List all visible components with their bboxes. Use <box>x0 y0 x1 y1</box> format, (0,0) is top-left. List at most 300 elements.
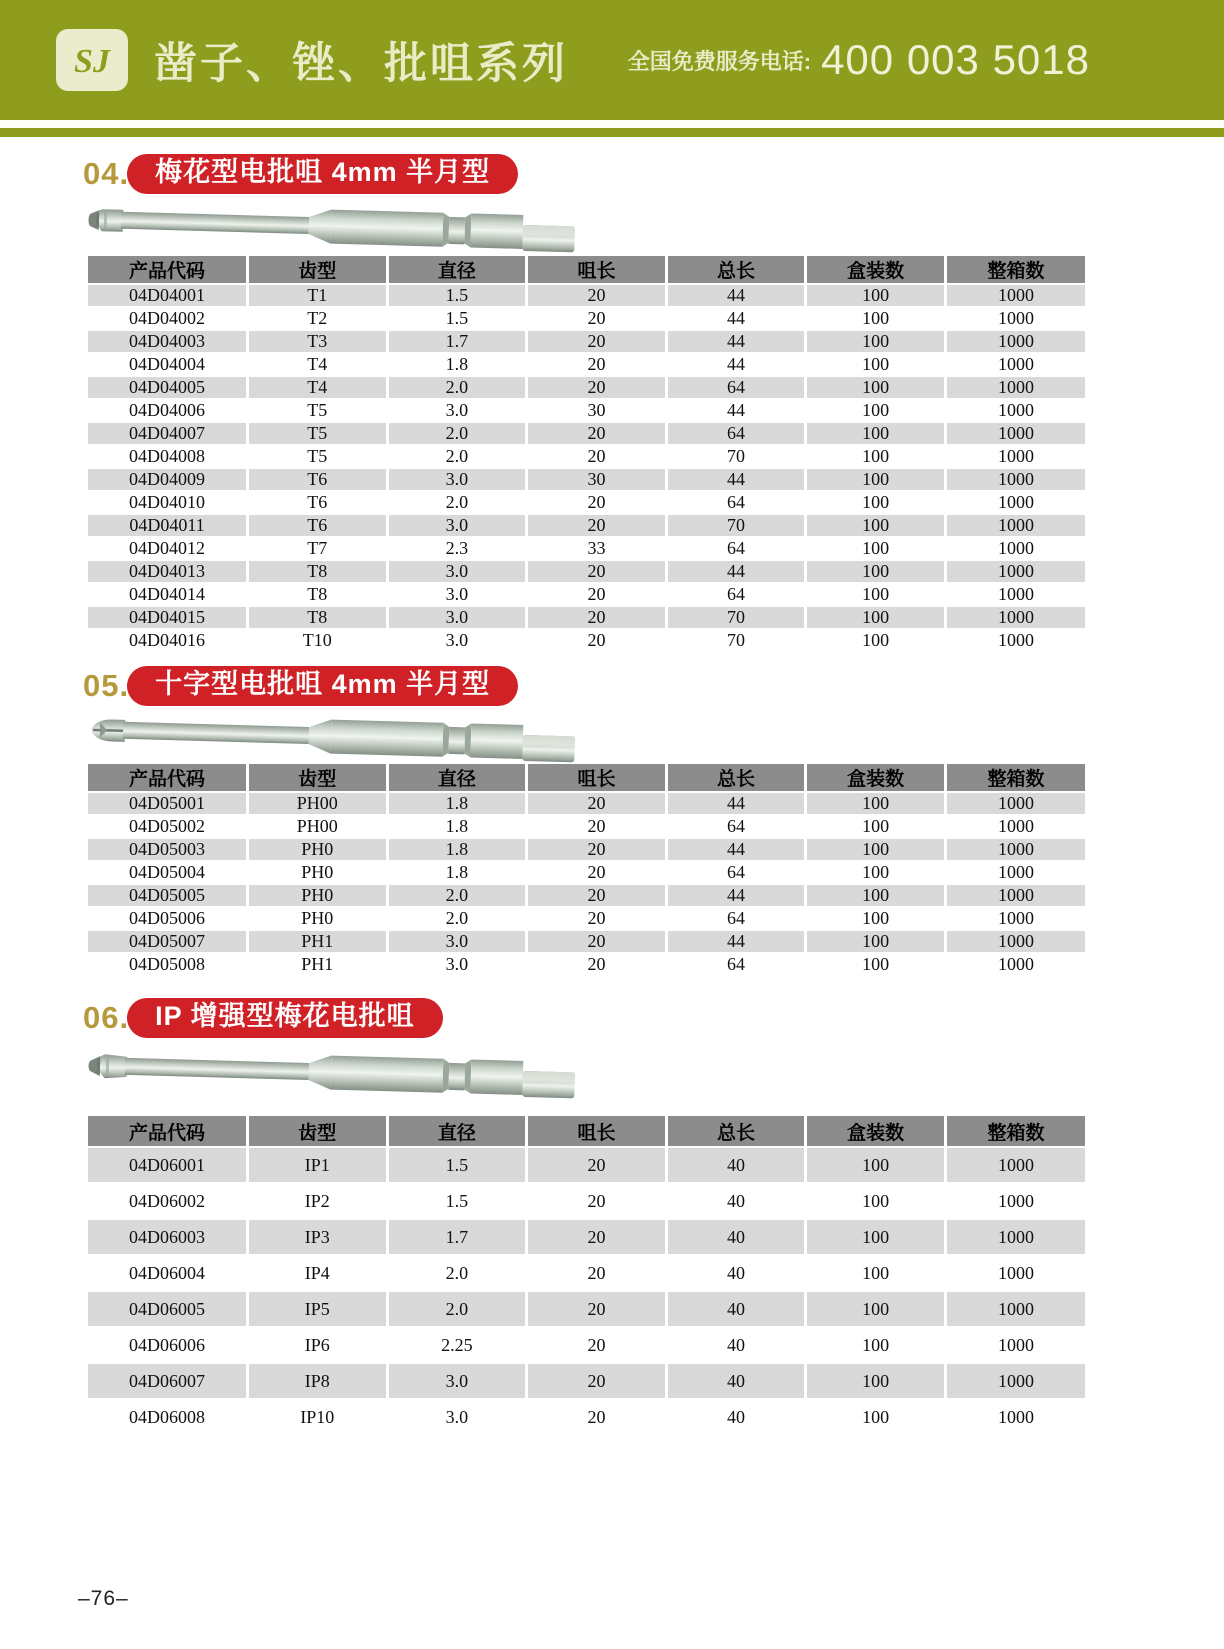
table-cell: 1000 <box>945 792 1085 815</box>
table-cell: 100 <box>806 1363 946 1399</box>
table-cell: 3.0 <box>387 468 527 491</box>
table-cell: 20 <box>527 815 667 838</box>
table-cell: 20 <box>527 792 667 815</box>
table-cell: 100 <box>806 284 946 307</box>
table-cell: 04D06002 <box>88 1183 248 1219</box>
table-cell: 3.0 <box>387 583 527 606</box>
section-06-title <box>83 999 1224 1036</box>
column-header: 整箱数 <box>945 764 1085 792</box>
table-row <box>88 953 1085 976</box>
table-cell: 64 <box>666 953 806 976</box>
table-cell: 2.0 <box>387 884 527 907</box>
table-cell: 30 <box>527 468 667 491</box>
page-header <box>0 0 1224 120</box>
table-cell: 100 <box>806 838 946 861</box>
table-row <box>88 606 1085 629</box>
table-cell: 04D06007 <box>88 1363 248 1399</box>
divider <box>0 120 1224 128</box>
table-cell: 1000 <box>945 491 1085 514</box>
table-cell: 100 <box>806 560 946 583</box>
table-cell: 64 <box>666 861 806 884</box>
column-header: 齿型 <box>248 256 388 284</box>
table-cell: 1000 <box>945 930 1085 953</box>
table-cell: 1000 <box>945 1255 1085 1291</box>
page-number: –76– <box>78 1587 129 1610</box>
product-photo-torx-bit <box>85 184 580 254</box>
table-cell: PH00 <box>248 815 388 838</box>
table-cell: 64 <box>666 376 806 399</box>
table-row <box>88 1255 1085 1291</box>
table-cell: 04D06006 <box>88 1327 248 1363</box>
table-cell: 44 <box>666 353 806 376</box>
table-cell: 1000 <box>945 537 1085 560</box>
table-row <box>88 330 1085 353</box>
table-cell: T4 <box>248 353 388 376</box>
table-cell: 04D04003 <box>88 330 248 353</box>
table-cell: 04D04014 <box>88 583 248 606</box>
table-cell: T2 <box>248 307 388 330</box>
table-cell: 3.0 <box>387 930 527 953</box>
table-cell: 1.8 <box>387 838 527 861</box>
table-cell: 1.8 <box>387 861 527 884</box>
table-cell: 100 <box>806 491 946 514</box>
table-cell: 1000 <box>945 1291 1085 1327</box>
table-cell: 1000 <box>945 307 1085 330</box>
table-cell: 3.0 <box>387 606 527 629</box>
table-cell: 100 <box>806 353 946 376</box>
table-cell: PH0 <box>248 861 388 884</box>
table-cell: 2.0 <box>387 907 527 930</box>
table-cell: 64 <box>666 815 806 838</box>
table-cell: 04D04012 <box>88 537 248 560</box>
table-cell: 100 <box>806 1147 946 1183</box>
table-row <box>88 1363 1085 1399</box>
table-row <box>88 468 1085 491</box>
table-row <box>88 815 1085 838</box>
table-cell: 20 <box>527 583 667 606</box>
brand-logo-icon <box>54 27 130 93</box>
section-badge: 梅花型电批咀 4mm 半月型 <box>127 154 518 194</box>
table-cell: T3 <box>248 330 388 353</box>
table-cell: 40 <box>666 1219 806 1255</box>
table-cell: 1.7 <box>387 1219 527 1255</box>
column-header: 总长 <box>666 1116 806 1147</box>
section-number: 06. <box>83 999 130 1035</box>
table-cell: 04D04004 <box>88 353 248 376</box>
table-cell: 100 <box>806 815 946 838</box>
spec-table-phillips <box>88 764 1085 977</box>
table-cell: 1000 <box>945 815 1085 838</box>
table-cell: 40 <box>666 1399 806 1435</box>
table-cell: 2.0 <box>387 491 527 514</box>
spec-table-torx-plus <box>88 1116 1085 1436</box>
table-cell: 44 <box>666 284 806 307</box>
table-cell: T4 <box>248 376 388 399</box>
table-cell: 100 <box>806 1183 946 1219</box>
table-cell: 20 <box>527 330 667 353</box>
table-cell: IP8 <box>248 1363 388 1399</box>
table-cell: 3.0 <box>387 1399 527 1435</box>
table-cell: 2.0 <box>387 422 527 445</box>
column-header: 盒装数 <box>806 764 946 792</box>
table-cell: IP6 <box>248 1327 388 1363</box>
table-cell: 64 <box>666 537 806 560</box>
table-cell: 04D04015 <box>88 606 248 629</box>
table-cell: 100 <box>806 907 946 930</box>
column-header: 直径 <box>387 256 527 284</box>
table-cell: 20 <box>527 284 667 307</box>
table-cell: 20 <box>527 1291 667 1327</box>
table-cell: PH0 <box>248 884 388 907</box>
table-cell: 100 <box>806 445 946 468</box>
section-number: 05. <box>83 667 130 703</box>
product-photo-torx-plus-bit <box>85 1030 580 1100</box>
table-cell: 1.5 <box>387 1147 527 1183</box>
table-cell: 100 <box>806 468 946 491</box>
column-header: 盒装数 <box>806 256 946 284</box>
table-cell: 20 <box>527 1183 667 1219</box>
table-cell: 04D04007 <box>88 422 248 445</box>
table-cell: 04D06005 <box>88 1291 248 1327</box>
accent-stripe <box>0 128 1224 137</box>
table-row <box>88 445 1085 468</box>
table-cell: 100 <box>806 1291 946 1327</box>
table-cell: 04D05003 <box>88 838 248 861</box>
table-cell: 20 <box>527 307 667 330</box>
table-cell: 1.8 <box>387 815 527 838</box>
table-cell: 100 <box>806 1327 946 1363</box>
table-row <box>88 884 1085 907</box>
table-cell: 20 <box>527 560 667 583</box>
table-cell: 64 <box>666 907 806 930</box>
table-cell: T10 <box>248 629 388 652</box>
table-cell: T6 <box>248 514 388 537</box>
table-cell: 1000 <box>945 399 1085 422</box>
service-phone-label: 全国免费服务电话: <box>627 48 812 74</box>
table-cell: 1000 <box>945 560 1085 583</box>
table-cell: 20 <box>527 1147 667 1183</box>
table-cell: 04D05002 <box>88 815 248 838</box>
table-row <box>88 376 1085 399</box>
table-cell: 1000 <box>945 376 1085 399</box>
table-cell: 1.8 <box>387 792 527 815</box>
section-number: 04. <box>83 155 130 191</box>
table-cell: 1000 <box>945 629 1085 652</box>
table-cell: 1000 <box>945 284 1085 307</box>
table-cell: 20 <box>527 930 667 953</box>
page-title: 凿子、锉、批咀系列 <box>154 39 568 88</box>
table-cell: 44 <box>666 930 806 953</box>
table-cell: 100 <box>806 1255 946 1291</box>
table-cell: 100 <box>806 514 946 537</box>
table-cell: IP3 <box>248 1219 388 1255</box>
table-row <box>88 792 1085 815</box>
table-cell: 20 <box>527 1327 667 1363</box>
table-cell: 100 <box>806 307 946 330</box>
table-header-row <box>88 764 1085 792</box>
table-cell: 44 <box>666 399 806 422</box>
table-row <box>88 907 1085 930</box>
spec-table-torx <box>88 256 1085 653</box>
table-cell: 1000 <box>945 953 1085 976</box>
table-row <box>88 930 1085 953</box>
table-cell: 2.25 <box>387 1327 527 1363</box>
table-cell: 1000 <box>945 422 1085 445</box>
table-cell: 100 <box>806 537 946 560</box>
table-cell: T7 <box>248 537 388 560</box>
table-cell: 64 <box>666 583 806 606</box>
section-05-title <box>83 667 1224 704</box>
table-cell: 100 <box>806 792 946 815</box>
table-cell: 2.0 <box>387 445 527 468</box>
table-cell: 1000 <box>945 606 1085 629</box>
table-cell: 20 <box>527 1219 667 1255</box>
table-row <box>88 1291 1085 1327</box>
table-cell: 44 <box>666 307 806 330</box>
table-row <box>88 307 1085 330</box>
table-cell: T8 <box>248 560 388 583</box>
table-cell: 33 <box>527 537 667 560</box>
table-cell: 70 <box>666 514 806 537</box>
table-cell: 04D04013 <box>88 560 248 583</box>
table-cell: 1000 <box>945 1363 1085 1399</box>
table-row <box>88 1327 1085 1363</box>
table-cell: 04D05001 <box>88 792 248 815</box>
table-cell: 04D04008 <box>88 445 248 468</box>
table-cell: 20 <box>527 422 667 445</box>
table-cell: 3.0 <box>387 399 527 422</box>
column-header: 总长 <box>666 256 806 284</box>
table-header-row <box>88 256 1085 284</box>
table-cell: 40 <box>666 1255 806 1291</box>
column-header: 齿型 <box>248 1116 388 1147</box>
table-cell: 04D04011 <box>88 514 248 537</box>
table-row <box>88 560 1085 583</box>
column-header: 总长 <box>666 764 806 792</box>
table-row <box>88 1147 1085 1183</box>
table-cell: 44 <box>666 838 806 861</box>
table-cell: 100 <box>806 930 946 953</box>
table-cell: 30 <box>527 399 667 422</box>
table-cell: 3.0 <box>387 514 527 537</box>
table-cell: 1000 <box>945 514 1085 537</box>
section-04-title <box>83 155 1224 192</box>
column-header: 盒装数 <box>806 1116 946 1147</box>
table-cell: T8 <box>248 583 388 606</box>
table-cell: 100 <box>806 884 946 907</box>
table-row <box>88 861 1085 884</box>
table-cell: 1000 <box>945 445 1085 468</box>
table-cell: 40 <box>666 1291 806 1327</box>
table-cell: 1000 <box>945 861 1085 884</box>
table-cell: 100 <box>806 953 946 976</box>
column-header: 整箱数 <box>945 1116 1085 1147</box>
table-cell: 1000 <box>945 330 1085 353</box>
column-header: 产品代码 <box>88 1116 248 1147</box>
column-header: 咀长 <box>527 764 667 792</box>
column-header: 产品代码 <box>88 764 248 792</box>
table-cell: 20 <box>527 953 667 976</box>
table-cell: 04D05007 <box>88 930 248 953</box>
table-cell: 20 <box>527 907 667 930</box>
table-cell: 100 <box>806 861 946 884</box>
table-cell: 04D05004 <box>88 861 248 884</box>
table-cell: 3.0 <box>387 629 527 652</box>
table-cell: 04D06008 <box>88 1399 248 1435</box>
table-cell: 100 <box>806 583 946 606</box>
table-cell: 100 <box>806 376 946 399</box>
table-cell: 3.0 <box>387 953 527 976</box>
table-cell: 04D04009 <box>88 468 248 491</box>
table-cell: 1.5 <box>387 307 527 330</box>
table-row <box>88 514 1085 537</box>
column-header: 齿型 <box>248 764 388 792</box>
table-cell: 100 <box>806 1219 946 1255</box>
table-cell: 44 <box>666 468 806 491</box>
column-header: 产品代码 <box>88 256 248 284</box>
table-cell: 20 <box>527 514 667 537</box>
table-cell: IP5 <box>248 1291 388 1327</box>
table-cell: 04D05008 <box>88 953 248 976</box>
table-cell: T6 <box>248 491 388 514</box>
table-cell: IP10 <box>248 1399 388 1435</box>
table-cell: 70 <box>666 629 806 652</box>
table-row <box>88 491 1085 514</box>
table-cell: PH0 <box>248 907 388 930</box>
table-cell: 1000 <box>945 1219 1085 1255</box>
table-cell: PH1 <box>248 930 388 953</box>
table-cell: 3.0 <box>387 560 527 583</box>
table-cell: 44 <box>666 560 806 583</box>
table-row <box>88 284 1085 307</box>
table-cell: 20 <box>527 353 667 376</box>
table-cell: 20 <box>527 861 667 884</box>
table-cell: 04D04002 <box>88 307 248 330</box>
service-phone-number: 400 003 5018 <box>821 36 1090 83</box>
table-cell: 1.8 <box>387 353 527 376</box>
column-header: 咀长 <box>527 1116 667 1147</box>
table-cell: T8 <box>248 606 388 629</box>
table-cell: PH0 <box>248 838 388 861</box>
table-cell: 20 <box>527 491 667 514</box>
column-header: 整箱数 <box>945 256 1085 284</box>
table-cell: 2.0 <box>387 1255 527 1291</box>
table-cell: 04D05005 <box>88 884 248 907</box>
column-header: 咀长 <box>527 256 667 284</box>
table-cell: 04D06004 <box>88 1255 248 1291</box>
table-cell: 100 <box>806 1399 946 1435</box>
table-cell: 100 <box>806 422 946 445</box>
table-row <box>88 422 1085 445</box>
table-row <box>88 399 1085 422</box>
table-cell: 20 <box>527 838 667 861</box>
table-cell: 44 <box>666 884 806 907</box>
table-row <box>88 1183 1085 1219</box>
table-cell: PH1 <box>248 953 388 976</box>
table-row <box>88 1219 1085 1255</box>
table-cell: 1000 <box>945 583 1085 606</box>
table-cell: 1000 <box>945 1327 1085 1363</box>
table-cell: 100 <box>806 330 946 353</box>
table-cell: 04D04006 <box>88 399 248 422</box>
table-cell: 100 <box>806 606 946 629</box>
table-cell: 70 <box>666 606 806 629</box>
table-cell: 1000 <box>945 838 1085 861</box>
table-row <box>88 629 1085 652</box>
table-cell: 1000 <box>945 1183 1085 1219</box>
table-header-row <box>88 1116 1085 1147</box>
table-cell: 1000 <box>945 468 1085 491</box>
table-cell: 1000 <box>945 884 1085 907</box>
column-header: 直径 <box>387 1116 527 1147</box>
table-cell: T6 <box>248 468 388 491</box>
table-cell: 100 <box>806 629 946 652</box>
section-badge: IP 增强型梅花电批咀 <box>127 998 443 1038</box>
table-cell: 70 <box>666 445 806 468</box>
table-cell: T1 <box>248 284 388 307</box>
table-row <box>88 353 1085 376</box>
table-cell: 1000 <box>945 1147 1085 1183</box>
table-row <box>88 838 1085 861</box>
table-cell: 04D05006 <box>88 907 248 930</box>
table-cell: 04D04010 <box>88 491 248 514</box>
table-cell: IP4 <box>248 1255 388 1291</box>
table-cell: 64 <box>666 491 806 514</box>
table-cell: 04D04001 <box>88 284 248 307</box>
table-cell: PH00 <box>248 792 388 815</box>
table-row <box>88 583 1085 606</box>
table-cell: 20 <box>527 884 667 907</box>
table-cell: 2.0 <box>387 376 527 399</box>
table-cell: 1.7 <box>387 330 527 353</box>
table-cell: 20 <box>527 606 667 629</box>
table-cell: IP2 <box>248 1183 388 1219</box>
table-cell: 20 <box>527 376 667 399</box>
table-row <box>88 537 1085 560</box>
table-cell: 20 <box>527 1255 667 1291</box>
section-badge: 十字型电批咀 4mm 半月型 <box>127 666 518 706</box>
table-cell: 20 <box>527 445 667 468</box>
table-cell: 3.0 <box>387 1363 527 1399</box>
table-cell: 20 <box>527 1399 667 1435</box>
table-cell: 44 <box>666 330 806 353</box>
table-cell: 1000 <box>945 353 1085 376</box>
table-cell: 04D04005 <box>88 376 248 399</box>
table-cell: 04D06003 <box>88 1219 248 1255</box>
table-cell: T5 <box>248 399 388 422</box>
table-cell: 1.5 <box>387 284 527 307</box>
table-cell: T5 <box>248 445 388 468</box>
table-cell: T5 <box>248 422 388 445</box>
table-cell: 20 <box>527 629 667 652</box>
table-cell: 40 <box>666 1147 806 1183</box>
table-cell: IP1 <box>248 1147 388 1183</box>
table-cell: 40 <box>666 1327 806 1363</box>
table-cell: 2.0 <box>387 1291 527 1327</box>
table-cell: 40 <box>666 1183 806 1219</box>
table-cell: 2.3 <box>387 537 527 560</box>
table-cell: 1000 <box>945 1399 1085 1435</box>
table-cell: 04D04016 <box>88 629 248 652</box>
table-cell: 44 <box>666 792 806 815</box>
table-cell: 1.5 <box>387 1183 527 1219</box>
svg-text:SJ: SJ <box>74 43 110 80</box>
table-cell: 40 <box>666 1363 806 1399</box>
column-header: 直径 <box>387 764 527 792</box>
table-cell: 1000 <box>945 907 1085 930</box>
table-row <box>88 1399 1085 1435</box>
table-cell: 100 <box>806 399 946 422</box>
